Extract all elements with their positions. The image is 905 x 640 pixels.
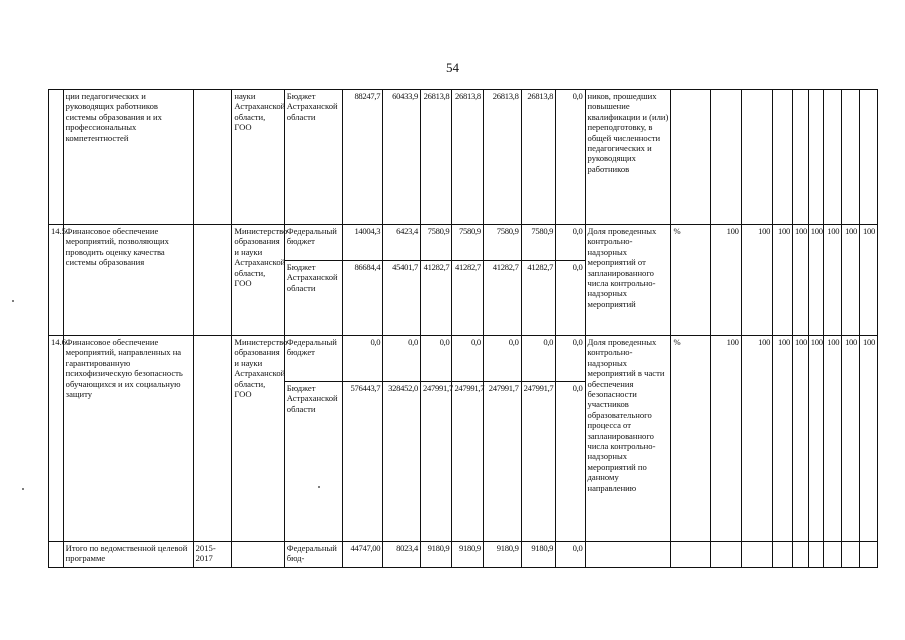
- budget-value: 7580,9: [483, 225, 521, 261]
- target-value: 100: [808, 225, 824, 336]
- target-value: 100: [773, 336, 793, 542]
- budget-value: 9180,9: [452, 542, 483, 568]
- period: [193, 225, 232, 336]
- scan-speck: [318, 486, 320, 488]
- target-value: [860, 542, 878, 568]
- executor: науки Астраханской области, ГОО: [232, 90, 284, 225]
- budget-value: 0,0: [483, 336, 521, 382]
- budget-value: 9180,9: [521, 542, 556, 568]
- budget-value: 247991,7: [421, 382, 452, 542]
- budget-value: 0,0: [556, 542, 585, 568]
- budget-source: Бюджет Астраханской области: [284, 261, 343, 336]
- target-value: [793, 542, 809, 568]
- budget-value: 247991,7: [521, 382, 556, 542]
- target-value: [824, 542, 842, 568]
- target-value: [741, 542, 772, 568]
- budget-value: 0,0: [556, 261, 585, 336]
- period: [193, 90, 232, 225]
- target-value: 100: [824, 336, 842, 542]
- budget-value: 86684,4: [343, 261, 383, 336]
- unit: [671, 542, 711, 568]
- indicator: ников, прошедших повышение квалификации и (или) переподготовку, в общей численности педагогических и руководящих работников: [585, 90, 671, 225]
- budget-value: 14004,3: [343, 225, 383, 261]
- row-number: 14.6.: [49, 336, 64, 542]
- activity-name: Финансовое обеспечение мероприятий, направленных на гарантированную психофизическую безопасность обучающихся и их социальную защиту: [63, 336, 193, 542]
- target-value: 100: [860, 225, 878, 336]
- target-value: [793, 90, 809, 225]
- budget-value: 9180,9: [421, 542, 452, 568]
- scan-speck: [22, 488, 24, 490]
- target-value: [773, 90, 793, 225]
- budget-value: 88247,7: [343, 90, 383, 225]
- budget-value: 0,0: [556, 382, 585, 542]
- budget-value: 0,0: [383, 336, 421, 382]
- unit: [671, 90, 711, 225]
- row-number: 14.5.: [49, 225, 64, 336]
- budget-value: 9180,9: [483, 542, 521, 568]
- target-value: 100: [773, 225, 793, 336]
- target-value: [711, 90, 741, 225]
- executor: Министерство образования и науки Астраханской области, ГОО: [232, 225, 284, 336]
- activity-name: Финансовое обеспечение мероприятий, позволяющих проводить оценку качества системы образования: [63, 225, 193, 336]
- budget-value: 247991,7: [452, 382, 483, 542]
- table-row: [49, 90, 878, 225]
- budget-value: 26813,8: [483, 90, 521, 225]
- target-value: [842, 90, 860, 225]
- row-number: [49, 90, 64, 225]
- budget-value: 7580,9: [452, 225, 483, 261]
- activity-name: Итого по ведомственной целевой программе: [63, 542, 193, 568]
- executor: [232, 542, 284, 568]
- indicator: Доля проведенных контрольно-надзорных мероприятий от запланированного числа контрольно-надзорных мероприятий: [585, 225, 671, 336]
- target-value: 100: [808, 336, 824, 542]
- budget-value: 41282,7: [521, 261, 556, 336]
- budget-source: Федеральный бюд-: [284, 542, 343, 568]
- target-value: [773, 542, 793, 568]
- target-value: 100: [741, 225, 772, 336]
- budget-value: 41282,7: [421, 261, 452, 336]
- budget-value: 0,0: [521, 336, 556, 382]
- budget-source: Бюджет Астраханской области: [284, 90, 343, 225]
- indicator: [585, 542, 671, 568]
- budget-source: Федеральный бюджет: [284, 225, 343, 261]
- target-value: 100: [793, 336, 809, 542]
- target-value: [808, 542, 824, 568]
- target-value: 100: [741, 336, 772, 542]
- budget-value: 41282,7: [452, 261, 483, 336]
- budget-value: 0,0: [556, 336, 585, 382]
- period: 2015-2017: [193, 542, 232, 568]
- target-value: 100: [711, 336, 741, 542]
- target-value: 100: [860, 336, 878, 542]
- target-value: [741, 90, 772, 225]
- budget-value: 26813,8: [421, 90, 452, 225]
- target-value: 100: [793, 225, 809, 336]
- target-value: [711, 542, 741, 568]
- budget-value: 26813,8: [452, 90, 483, 225]
- target-value: [824, 90, 842, 225]
- target-value: [842, 542, 860, 568]
- program-table: [48, 89, 878, 568]
- table-row: [49, 225, 878, 261]
- budget-value: 0,0: [556, 225, 585, 261]
- budget-value: 576443,7: [343, 382, 383, 542]
- budget-value: 41282,7: [483, 261, 521, 336]
- budget-value: 7580,9: [521, 225, 556, 261]
- table-row: [49, 336, 878, 382]
- budget-value: 45401,7: [383, 261, 421, 336]
- budget-source: Федеральный бюджет: [284, 336, 343, 382]
- target-value: 100: [711, 225, 741, 336]
- period: [193, 336, 232, 542]
- unit: %: [671, 336, 711, 542]
- target-value: [808, 90, 824, 225]
- budget-source: Бюджет Астраханской области: [284, 382, 343, 542]
- page-number: 54: [446, 60, 459, 75]
- budget-value: 0,0: [421, 336, 452, 382]
- target-value: 100: [842, 225, 860, 336]
- budget-value: 44747,00: [343, 542, 383, 568]
- budget-value: 6423,4: [383, 225, 421, 261]
- unit: %: [671, 225, 711, 336]
- budget-value: 247991,7: [483, 382, 521, 542]
- budget-value: 8023,4: [383, 542, 421, 568]
- executor: Министерство образования и науки Астраханской области, ГОО: [232, 336, 284, 542]
- budget-value: 7580,9: [421, 225, 452, 261]
- target-value: 100: [824, 225, 842, 336]
- budget-value: 0,0: [343, 336, 383, 382]
- budget-value: 26813,8: [521, 90, 556, 225]
- indicator: Доля проведенных контрольно-надзорных мероприятий в части обеспечения безопасности участников образовательного процесса от запланированного числа контрольно-надзорных мероприятий по данному направлению: [585, 336, 671, 542]
- target-value: 100: [842, 336, 860, 542]
- budget-value: 60433,9: [383, 90, 421, 225]
- table-row: [49, 542, 878, 568]
- budget-value: 0,0: [452, 336, 483, 382]
- budget-value: 328452,0: [383, 382, 421, 542]
- target-value: [860, 90, 878, 225]
- activity-name: ции педагогических и руководящих работников системы образования и их профессиональных компетентностей: [63, 90, 193, 225]
- budget-value: 0,0: [556, 90, 585, 225]
- row-number: [49, 542, 64, 568]
- scan-speck: [12, 300, 14, 302]
